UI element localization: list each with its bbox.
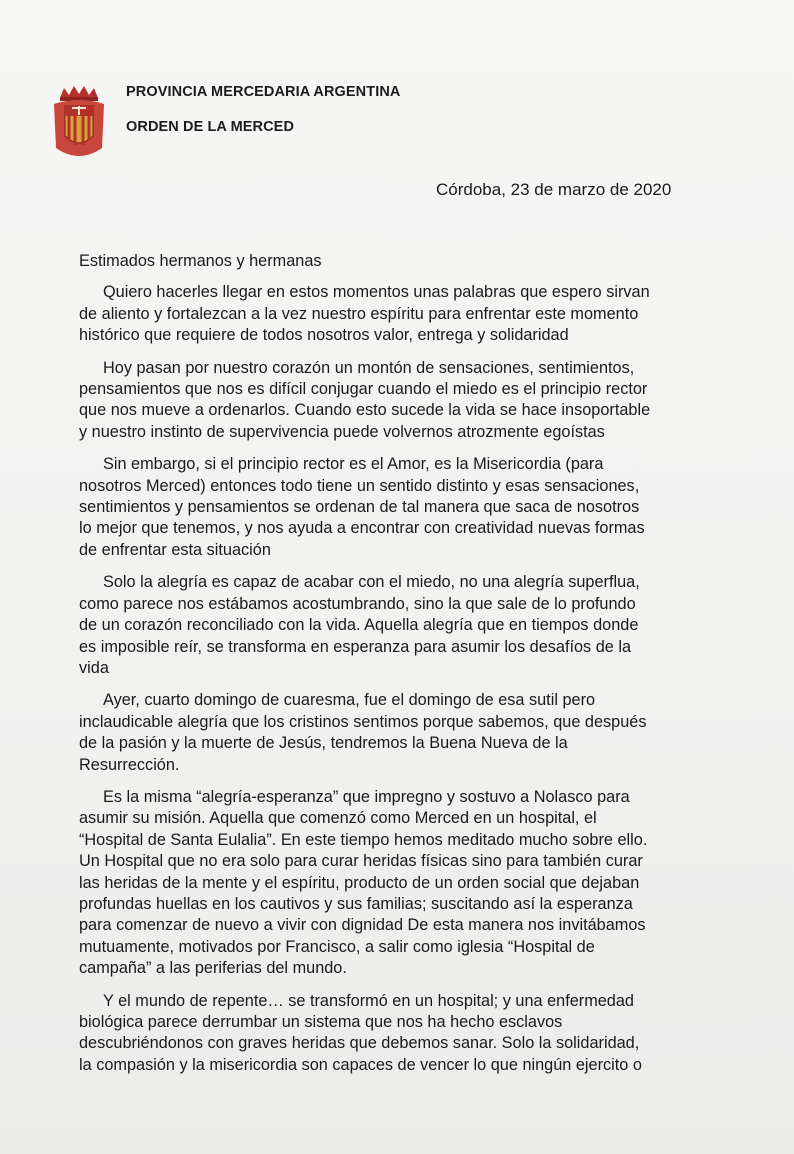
- text-line: Sin embargo, si el principio rector es el Amor, es la Misericordia (para: [103, 455, 604, 474]
- text-line: de la pasión y la muerte de Jesús, tendremos la Buena Nueva de la: [79, 734, 568, 753]
- text-line: de aliento y fortalezcan a la vez nuestro espíritu para enfrentar este momento: [79, 304, 639, 323]
- text-line: de un corazón reconciliado con la vida. Aquella alegría que en tiempos donde: [79, 616, 639, 635]
- salutation: Estimados hermanos y hermanas: [79, 252, 322, 270]
- text-line: histórico que requiere de todos nosotros valor, entrega y solidaridad: [79, 326, 569, 345]
- text-line: es imposible reír, se transforma en esperanza para asumir los desafíos de la: [79, 637, 632, 656]
- text-line: la compasión y la misericordia son capaces de vencer lo que ningún ejercito o: [79, 1055, 642, 1074]
- text-line: para comenzar de nuevo a vivir con dignidad De esta manera nos invitábamos: [79, 916, 646, 935]
- text-line: “Hospital de Santa Eulalia”. En este tiempo hemos meditado mucho sobre ello.: [79, 830, 648, 849]
- text-line: campaña” a las periferias del mundo.: [79, 959, 347, 978]
- text-line: las heridas de la mente y el espíritu, producto de un orden social que dejaban: [79, 873, 640, 892]
- letter-date: Córdoba, 23 de marzo de 2020: [436, 180, 672, 199]
- text-line: Ayer, cuarto domingo de cuaresma, fue el domingo de esa sutil pero: [103, 691, 596, 710]
- organization-province: PROVINCIA MERCEDARIA ARGENTINA: [126, 84, 401, 100]
- paragraph: [79, 787, 699, 980]
- paragraph-list: [79, 282, 699, 1076]
- text-line: descubriéndonos con graves heridas que debemos sanar. Solo la solidaridad,: [79, 1034, 640, 1053]
- paragraph: [79, 690, 699, 776]
- text-line: Quiero hacerles llegar en estos momentos unas palabras que espero sirvan: [103, 283, 650, 302]
- text-line: lo mejor que tenemos, y nos ayuda a encontrar con creatividad nuevas formas: [79, 519, 645, 538]
- text-line: como parece nos estábamos acostumbrando, sino la que sale de lo profundo: [79, 594, 636, 613]
- letter-body: [79, 251, 699, 1087]
- text-line: y nuestro instinto de supervivencia puede volvernos atrozmente egoístas: [79, 422, 605, 441]
- text-line: pensamientos que nos es difícil conjugar cuando el miedo es el principio rector: [79, 380, 648, 399]
- text-line: Resurrección.: [79, 755, 180, 774]
- text-line: Hoy pasan por nuestro corazón un montón de sensaciones, sentimientos,: [103, 358, 635, 377]
- text-line: sentimientos y pensamientos se ordenan de tal manera que saca de nosotros: [79, 498, 640, 517]
- text-line: nosotros Merced) entonces todo tiene un sentido distinto y esas sensaciones,: [79, 476, 640, 495]
- text-line: vida: [79, 658, 109, 677]
- text-line: que nos mueve a ordenarlos. Cuando esto sucede la vida se hace insoportable: [79, 401, 651, 420]
- paragraph: [79, 572, 699, 679]
- text-line: inclaudicable alegría que los cristinos sentimos porque sabemos, que después: [79, 712, 647, 731]
- text-line: Solo la alegría es capaz de acabar con el miedo, no una alegría superflua,: [103, 573, 640, 592]
- mercedarian-crest-icon: [52, 84, 106, 164]
- text-line: Un Hospital que no era solo para curar heridas físicas sino para también curar: [79, 852, 643, 871]
- text-line: Y el mundo de repente… se transformó en un hospital; y una enfermedad: [103, 991, 634, 1010]
- text-line: Es la misma “alegría-esperanza” que impregno y sostuvo a Nolasco para: [103, 787, 630, 806]
- paragraph: [79, 282, 699, 346]
- paragraph: [79, 454, 699, 561]
- text-line: mutuamente, motivados por Francisco, a salir como iglesia “Hospital de: [79, 937, 595, 956]
- text-line: profundas huellas en los cautivos y sus familias; suscitando así la esperanza: [79, 894, 633, 913]
- text-line: asumir su misión. Aquella que comenzó como Merced en un hospital, el: [79, 809, 597, 828]
- text-line: de enfrentar esta situación: [79, 540, 271, 559]
- organization-order: ORDEN DE LA MERCED: [126, 119, 295, 135]
- text-line: biológica parece derrumbar un sistema que nos ha hecho esclavos: [79, 1013, 563, 1031]
- paragraph: [79, 358, 699, 444]
- paragraph: [79, 991, 699, 1077]
